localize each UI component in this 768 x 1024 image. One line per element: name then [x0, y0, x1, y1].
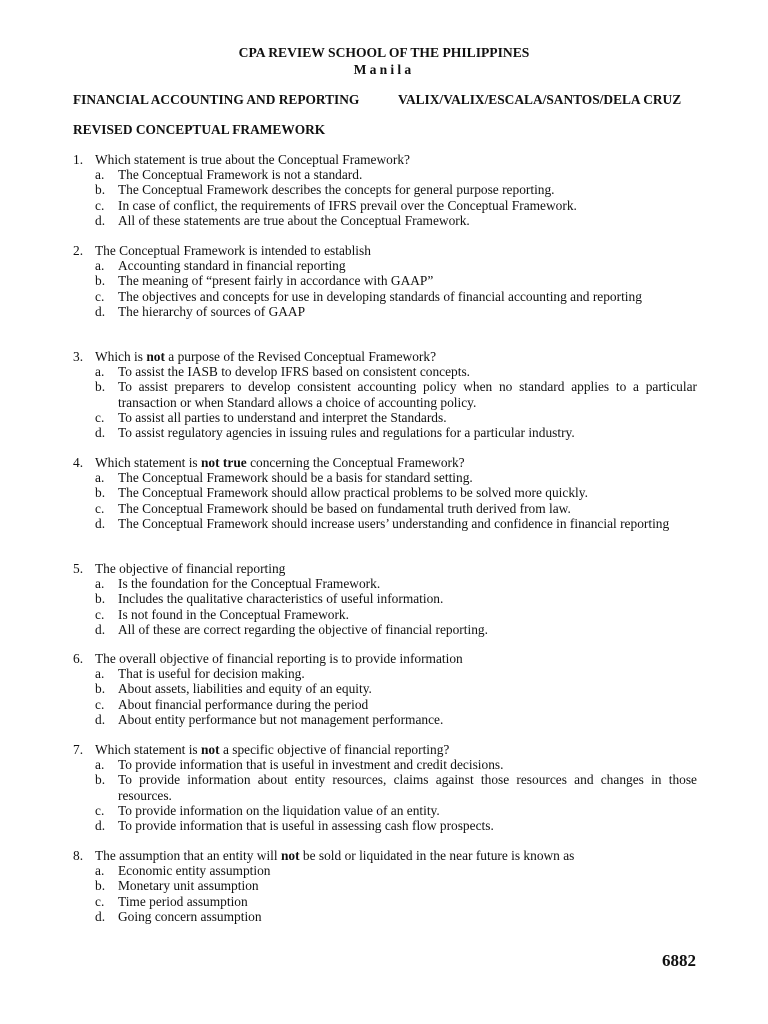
answer-option [73, 213, 697, 228]
option-text: Monetary unit assumption [118, 878, 259, 894]
option-letter: a. [95, 258, 105, 274]
option-text: That is useful for decision making. [118, 666, 305, 682]
answer-option [73, 712, 697, 727]
option-text: The Conceptual Framework should increase users’ understanding and confidence in financial reporting [118, 515, 670, 531]
question-text: Which statement is [95, 455, 201, 470]
option-letter: d. [95, 303, 106, 319]
option-letter: b. [95, 591, 106, 607]
option-text: The Conceptual Framework should be based on fundamental truth derived from law. [118, 500, 571, 516]
option-text: All of these statements are true about the Conceptual Framework. [118, 212, 470, 228]
question-1 [73, 152, 697, 228]
question-number: 4. [73, 455, 84, 470]
question-text: The Conceptual Framework is intended to establish [95, 243, 371, 258]
school-name: CPA REVIEW SCHOOL OF THE PHILIPPINES [238, 45, 530, 60]
option-text: The Conceptual Framework should be a basis for standard setting. [118, 470, 473, 486]
question-stem [73, 455, 697, 470]
option-letter: c. [95, 606, 105, 622]
option-text: To provide information about entity resources, claims against those resources and changes in those resources. [118, 772, 697, 803]
question-8 [73, 848, 697, 924]
section-title: REVISED CONCEPTUAL FRAMEWORK [73, 122, 326, 137]
question-text: The overall objective of financial reporting is to provide information [95, 651, 463, 666]
question-4 [73, 455, 697, 531]
option-text: To provide information that is useful in investment and credit decisions. [118, 757, 504, 773]
option-text: The hierarchy of sources of GAAP [118, 303, 306, 319]
option-letter: c. [95, 696, 105, 712]
answer-option [73, 364, 697, 379]
option-text: The meaning of “present fairly in accordance with GAAP” [118, 273, 434, 289]
answer-option [73, 167, 697, 182]
option-letter: b. [95, 878, 106, 894]
option-text: Economic entity assumption [118, 863, 271, 879]
question-number: 1. [73, 152, 84, 167]
option-letter: c. [95, 288, 105, 304]
question-text: The objective of financial reporting [95, 561, 286, 576]
option-letter: c. [95, 197, 105, 213]
question-text: Which statement is true about the Conceptual Framework? [95, 152, 410, 167]
question-stem [73, 848, 697, 863]
option-letter: c. [95, 802, 105, 818]
answer-option [73, 607, 697, 622]
answer-option [73, 863, 697, 878]
option-text: About entity performance but not management performance. [118, 711, 444, 727]
question-3 [73, 349, 697, 440]
question-stem [73, 152, 697, 167]
question-number: 2. [73, 243, 84, 258]
option-letter: a. [95, 757, 105, 773]
option-letter: d. [95, 212, 106, 228]
question-text: concerning the Conceptual Framework? [246, 455, 465, 470]
option-letter: d. [95, 818, 106, 834]
answer-option [73, 379, 697, 409]
answer-option [73, 425, 697, 440]
option-text: The Conceptual Framework describes the concepts for general purpose reporting. [118, 182, 555, 198]
option-text: Is the foundation for the Conceptual Framework. [118, 576, 381, 592]
option-text: Accounting standard in financial reporting [118, 258, 346, 274]
emphasis-text: not [280, 848, 300, 863]
question-number: 6. [73, 651, 84, 666]
question-stem [73, 349, 697, 364]
answer-option [73, 697, 697, 712]
answer-option [73, 576, 697, 591]
option-text: In case of conflict, the requirements of IFRS prevail over the Conceptual Framework. [118, 197, 577, 213]
page-number: 6882 [662, 951, 696, 970]
answer-option [73, 894, 697, 909]
question-text: a specific objective of financial reporting? [219, 742, 450, 757]
emphasis-text: not [146, 349, 165, 364]
option-letter: b. [95, 681, 106, 697]
option-letter: c. [95, 893, 105, 909]
option-letter: b. [95, 379, 106, 395]
answer-option [73, 516, 697, 531]
question-5 [73, 561, 697, 637]
question-stem [73, 651, 697, 666]
answer-option [73, 182, 697, 197]
option-letter: b. [95, 485, 106, 501]
school-city: Manila [353, 62, 415, 77]
option-letter: d. [95, 711, 106, 727]
question-text: be sold or liquidated in the near future is known as [299, 848, 575, 863]
question-stem [73, 243, 697, 258]
answer-option [73, 666, 697, 681]
question-number: 5. [73, 561, 84, 576]
option-text: To provide information on the liquidation value of an entity. [118, 802, 440, 818]
question-text: a purpose of the Revised Conceptual Framework? [164, 349, 437, 364]
option-letter: d. [95, 621, 106, 637]
answer-option [73, 501, 697, 516]
option-text: To provide information that is useful in assessing cash flow prospects. [118, 818, 494, 834]
answer-option [73, 622, 697, 637]
question-number: 7. [73, 742, 84, 757]
option-letter: a. [95, 576, 105, 592]
answer-option [73, 909, 697, 924]
option-letter: c. [95, 500, 105, 516]
question-number: 3. [73, 349, 84, 364]
question-text: Which is [95, 349, 147, 364]
answer-option [73, 757, 697, 772]
answer-option [73, 591, 697, 606]
option-letter: b. [95, 182, 106, 198]
option-text: About assets, liabilities and equity of an equity. [118, 681, 372, 697]
answer-option [73, 485, 697, 500]
answer-option [73, 410, 697, 425]
option-letter: b. [95, 772, 106, 788]
option-text: The Conceptual Framework should allow practical problems to be solved more quickly. [118, 485, 588, 501]
option-text: Includes the qualitative characteristics of useful information. [118, 591, 444, 607]
question-stem [73, 742, 697, 757]
option-text: Time period assumption [118, 893, 248, 909]
option-letter: a. [95, 364, 105, 380]
option-text: About financial performance during the period [118, 696, 369, 712]
option-letter: d. [95, 425, 106, 441]
question-text: Which statement is [95, 742, 201, 757]
question-text: The assumption that an entity will [95, 848, 281, 863]
option-letter: a. [95, 666, 105, 682]
authors: VALIX/VALIX/ESCALA/SANTOS/DELA CRUZ [398, 92, 682, 107]
answer-option [73, 803, 697, 818]
emphasis-text: not [200, 742, 220, 757]
answer-option [73, 470, 697, 485]
answer-option [73, 772, 697, 802]
option-text: To assist the IASB to develop IFRS based on consistent concepts. [118, 364, 471, 380]
option-text: Is not found in the Conceptual Framework. [118, 606, 349, 622]
option-text: The Conceptual Framework is not a standard. [118, 167, 363, 183]
answer-option [73, 258, 697, 273]
option-text: Going concern assumption [118, 908, 262, 924]
answer-option [73, 273, 697, 288]
option-letter: d. [95, 515, 106, 531]
option-letter: d. [95, 908, 106, 924]
option-letter: b. [95, 273, 106, 289]
question-6 [73, 651, 697, 727]
option-letter: c. [95, 409, 105, 425]
question-number: 8. [73, 848, 84, 863]
option-text: To assist regulatory agencies in issuing rules and regulations for a particular industry. [118, 425, 575, 441]
option-text: The objectives and concepts for use in developing standards of financial accounting and reporting [118, 288, 642, 304]
option-letter: a. [95, 167, 105, 183]
answer-option [73, 304, 697, 319]
question-7 [73, 742, 697, 833]
answer-option [73, 289, 697, 304]
answer-option [73, 681, 697, 696]
option-letter: a. [95, 470, 105, 486]
question-stem [73, 561, 697, 576]
answer-option [73, 878, 697, 893]
option-text: To assist all parties to understand and interpret the Standards. [118, 409, 447, 425]
subject-title: FINANCIAL ACCOUNTING AND REPORTING [73, 92, 360, 107]
option-letter: a. [95, 863, 105, 879]
question-2 [73, 243, 697, 319]
answer-option [73, 818, 697, 833]
option-text: To assist preparers to develop consistent accounting policy when no standard applies to a particular transaction or when Standard allows a choice of accounting policy. [118, 379, 697, 410]
emphasis-text: not true [200, 455, 247, 470]
option-text: All of these are correct regarding the objective of financial reporting. [118, 621, 488, 637]
answer-option [73, 198, 697, 213]
